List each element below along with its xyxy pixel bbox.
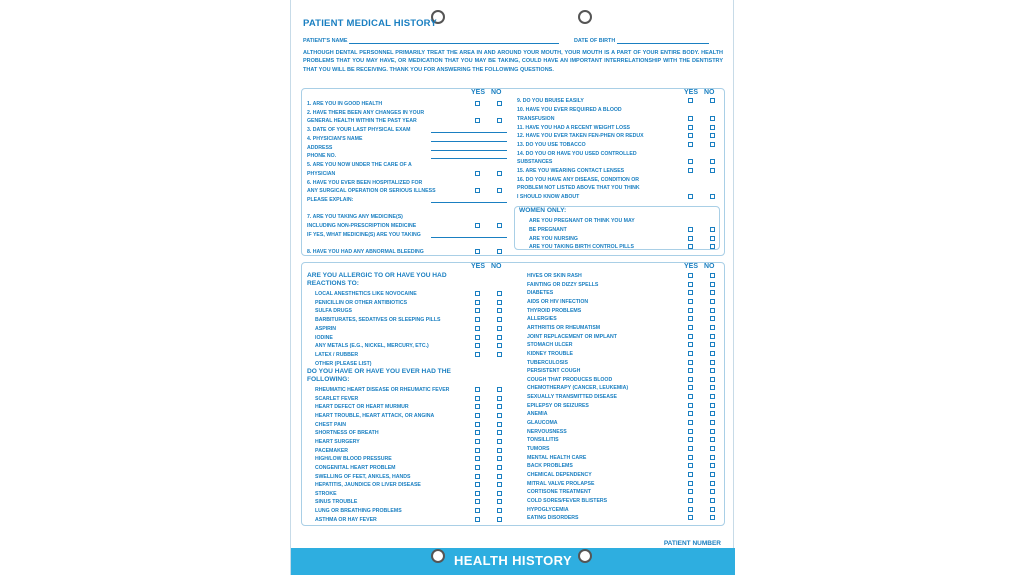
history-right-item: MENTAL HEALTH CARE xyxy=(527,454,587,461)
conditions-right-no-header: NO xyxy=(704,263,715,270)
history-right-3-no-checkbox[interactable] xyxy=(710,299,715,304)
history-right-21-yes-checkbox[interactable] xyxy=(688,455,693,460)
question-10: 6. HAVE YOU EVER BEEN HOSPITALIZED FOR xyxy=(307,180,423,186)
allergy-5-no-checkbox[interactable] xyxy=(497,335,502,340)
question-right-5-no-checkbox[interactable] xyxy=(710,142,715,147)
history-right-0-yes-checkbox[interactable] xyxy=(688,273,693,278)
patient-name-row xyxy=(303,38,559,44)
history-right-item: ANEMIA xyxy=(527,411,548,418)
dob-field[interactable] xyxy=(617,38,709,44)
conditions-left-yes-header: YES xyxy=(471,263,486,270)
history-right-9-yes-checkbox[interactable] xyxy=(688,351,693,356)
history-left-10-no-checkbox[interactable] xyxy=(497,474,502,479)
history-right-10-no-checkbox[interactable] xyxy=(710,360,715,365)
question-left-10-yes-checkbox[interactable] xyxy=(475,188,480,193)
history-left-item: PACEMAKER xyxy=(315,447,349,454)
history-right-item: ALLERGIES xyxy=(527,316,557,323)
question-19: PROBLEM NOT LISTED ABOVE THAT YOU THINK xyxy=(517,185,640,191)
women-item-2-no-checkbox[interactable] xyxy=(710,236,715,241)
question-left-8-yes-checkbox[interactable] xyxy=(475,171,480,176)
women-item-1-yes-checkbox[interactable] xyxy=(688,227,693,232)
history-right-26-no-checkbox[interactable] xyxy=(710,498,715,503)
women-item-2-yes-checkbox[interactable] xyxy=(688,236,693,241)
history-right-14-yes-checkbox[interactable] xyxy=(688,394,693,399)
question-right-11-yes-checkbox[interactable] xyxy=(688,194,693,199)
history-right-27-yes-checkbox[interactable] xyxy=(688,507,693,512)
allergy-heading: ARE YOU ALLERGIC TO OR HAVE YOU HAD REACTIONS TO: xyxy=(307,272,447,287)
question-left-2-no-checkbox[interactable] xyxy=(497,118,502,123)
allergy-4-yes-checkbox[interactable] xyxy=(475,326,480,331)
history-right-24-no-checkbox[interactable] xyxy=(710,481,715,486)
history-left-11-no-checkbox[interactable] xyxy=(497,482,502,487)
question-1: 1. ARE YOU IN GOOD HEALTH xyxy=(307,101,383,107)
question-right-2-no-checkbox[interactable] xyxy=(710,116,715,121)
history-left-1-no-checkbox[interactable] xyxy=(497,396,502,401)
question-right-7-no-checkbox[interactable] xyxy=(710,159,715,164)
question-left-15-yes-checkbox[interactable] xyxy=(475,249,480,254)
history-right-18-yes-checkbox[interactable] xyxy=(688,429,693,434)
patient-name-field[interactable] xyxy=(349,38,559,44)
history-right-1-no-checkbox[interactable] xyxy=(710,282,715,287)
history-right-20-yes-checkbox[interactable] xyxy=(688,446,693,451)
history-right-item: HIVES OR SKIN RASH xyxy=(527,273,582,279)
history-left-9-yes-checkbox[interactable] xyxy=(475,465,480,470)
history-right-item: TUMORS xyxy=(527,446,550,452)
history-right-6-yes-checkbox[interactable] xyxy=(688,325,693,330)
history-left-13-yes-checkbox[interactable] xyxy=(475,499,480,504)
intro-text: ALTHOUGH DENTAL PERSONNEL PRIMARILY TREAT THE AREA IN AND AROUND YOUR MOUTH, YOUR MOUTH IS A PART OF YOUR ENTIRE BODY. HEALTH PROBLEMS THAT YOU MAY HAVE, OR MEDICATION THAT YOU MAY BE TAKING, COULD HAVE AN IMPORTANT INTERRELATIONSHIP WITH THE DENTISTRY THAT YOU WILL BE RECEIVING. THANK YOU FOR ANSWERING THE FOLLOWING QUESTIONS. xyxy=(303,50,723,73)
question-5: 4. PHYSICIAN'S NAME xyxy=(307,136,363,142)
history-right-19-no-checkbox[interactable] xyxy=(710,437,715,442)
question-13: 12. HAVE YOU EVER TAKEN FEN-PHEN OR REDUX xyxy=(517,133,644,139)
allergy-1-yes-checkbox[interactable] xyxy=(475,300,480,305)
history-right-item: CHEMOTHERAPY (CANCER, LEUKEMIA) xyxy=(527,385,629,392)
history-right-16-yes-checkbox[interactable] xyxy=(688,411,693,416)
form-title: PATIENT MEDICAL HISTORY xyxy=(303,18,437,29)
history-right-item: DIABETES xyxy=(527,290,554,297)
history-right-19-yes-checkbox[interactable] xyxy=(688,437,693,442)
banner-title: HEALTH HISTORY xyxy=(453,553,573,568)
history-left-1-yes-checkbox[interactable] xyxy=(475,396,480,401)
history-right-12-no-checkbox[interactable] xyxy=(710,377,715,382)
question-left-14-line[interactable] xyxy=(431,232,507,238)
history-right-item: EATING DISORDERS xyxy=(527,515,579,522)
question-3: GENERAL HEALTH WITHIN THE PAST YEAR xyxy=(307,118,417,124)
allergy-1-no-checkbox[interactable] xyxy=(497,300,502,305)
women-only-title: WOMEN ONLY: xyxy=(519,207,567,214)
history-right-item: JOINT REPLACEMENT OR IMPLANT xyxy=(527,333,617,340)
history-right-item: SEXUALLY TRANSMITTED DISEASE xyxy=(527,394,617,401)
question-12: 11. HAVE YOU HAD A RECENT WEIGHT LOSS xyxy=(517,125,630,131)
history-right-item: EPILEPSY OR SEIZURES xyxy=(527,402,589,409)
punch-hole-bottom-right xyxy=(578,549,592,563)
history-right-27-no-checkbox[interactable] xyxy=(710,507,715,512)
history-left-10-yes-checkbox[interactable] xyxy=(475,474,480,479)
question-right-4-no-checkbox[interactable] xyxy=(710,133,715,138)
question-20: I SHOULD KNOW ABOUT xyxy=(517,194,580,200)
allergy-3-no-checkbox[interactable] xyxy=(497,317,502,322)
history-right-item: THYROID PROBLEMS xyxy=(527,307,582,314)
history-left-item: STROKE xyxy=(315,490,337,497)
question-left-0-no-checkbox[interactable] xyxy=(497,101,502,106)
allergy-0-no-checkbox[interactable] xyxy=(497,291,502,296)
history-left-item: LUNG OR BREATHING PROBLEMS xyxy=(315,508,402,515)
allergy-2-yes-checkbox[interactable] xyxy=(475,308,480,313)
history-left-3-no-checkbox[interactable] xyxy=(497,413,502,418)
history-right-item: COLD SORES/FEVER BLISTERS xyxy=(527,497,608,504)
question-left-6-line[interactable] xyxy=(431,153,507,159)
question-left-11-line[interactable] xyxy=(431,197,507,203)
history-right-item: CHEMICAL DEPENDENCY xyxy=(527,471,592,478)
history-left-item: SHORTNESS OF BREATH xyxy=(315,430,379,437)
history-left-4-yes-checkbox[interactable] xyxy=(475,422,480,427)
history-right-26-yes-checkbox[interactable] xyxy=(688,498,693,503)
history-left-3-yes-checkbox[interactable] xyxy=(475,413,480,418)
history-right-2-no-checkbox[interactable] xyxy=(710,290,715,295)
question-12: PLEASE EXPLAIN: xyxy=(307,197,354,203)
history-right-item: COUGH THAT PRODUCES BLOOD xyxy=(527,376,613,383)
punch-hole-bottom-left xyxy=(431,549,445,563)
history-right-15-no-checkbox[interactable] xyxy=(710,403,715,408)
history-right-9-no-checkbox[interactable] xyxy=(710,351,715,356)
questions-right-yes-header: YES xyxy=(684,89,699,96)
history-right-24-yes-checkbox[interactable] xyxy=(688,481,693,486)
history-left-11-yes-checkbox[interactable] xyxy=(475,482,480,487)
question-18: 16. DO YOU HAVE ANY DISEASE, CONDITION OR xyxy=(517,177,640,183)
dob-row xyxy=(574,38,709,44)
question-11: ANY SURGICAL OPERATION OR SERIOUS ILLNESS xyxy=(307,188,436,194)
question-left-13-no-checkbox[interactable] xyxy=(497,223,502,228)
allergy-0-yes-checkbox[interactable] xyxy=(475,291,480,296)
dob-label: DATE OF BIRTH xyxy=(574,38,616,44)
question-4: 3. DATE OF YOUR LAST PHYSICAL EXAM xyxy=(307,127,411,133)
history-left-item: SINUS TROUBLE xyxy=(315,499,358,506)
history-left-item: HEPATITIS, JAUNDICE OR LIVER DISEASE xyxy=(315,482,421,489)
question-2: 2. HAVE THERE BEEN ANY CHANGES IN YOUR xyxy=(307,110,425,116)
history-right-17-no-checkbox[interactable] xyxy=(710,420,715,425)
question-left-5-line[interactable] xyxy=(431,145,507,151)
history-left-7-no-checkbox[interactable] xyxy=(497,448,502,453)
history-left-item: RHEUMATIC HEART DISEASE OR RHEUMATIC FEVER xyxy=(315,387,450,393)
history-right-item: CORTISONE TREATMENT xyxy=(527,489,591,496)
question-10: 10. HAVE YOU EVER REQUIRED A BLOOD xyxy=(517,107,622,113)
question-13: 7. ARE YOU TAKING ANY MEDICINE(S) xyxy=(307,214,403,220)
conditions-right-yes-header: YES xyxy=(684,263,699,270)
form-sheet xyxy=(290,0,734,575)
patient-name-label: PATIENT'S NAME xyxy=(303,38,348,44)
history-right-10-yes-checkbox[interactable] xyxy=(688,360,693,365)
question-8: 5. ARE YOU NOW UNDER THE CARE OF A xyxy=(307,162,412,168)
women-item: BE PREGNANT xyxy=(529,227,567,233)
history-left-13-no-checkbox[interactable] xyxy=(497,499,502,504)
patient-number-label: PATIENT NUMBER xyxy=(663,540,721,547)
question-right-3-yes-checkbox[interactable] xyxy=(688,125,693,130)
history-left-5-yes-checkbox[interactable] xyxy=(475,430,480,435)
question-left-3-line[interactable] xyxy=(431,127,507,133)
allergy-6-no-checkbox[interactable] xyxy=(497,343,502,348)
allergy-item: LOCAL ANESTHETICS LIKE NOVOCAINE xyxy=(315,291,417,297)
history-left-item: CONGENITAL HEART PROBLEM xyxy=(315,464,396,471)
history-left-item: ASTHMA OR HAY FEVER xyxy=(315,516,377,523)
allergy-item: PENICILLIN OR OTHER ANTIBIOTICS xyxy=(315,299,408,306)
question-16: SUBSTANCES xyxy=(517,159,553,165)
punch-hole-top-right xyxy=(578,10,592,24)
history-right-22-no-checkbox[interactable] xyxy=(710,463,715,468)
question-17: 15. ARE YOU WEARING CONTACT LENSES xyxy=(517,168,625,174)
history-right-item: TUBERCULOSIS xyxy=(527,359,568,366)
history-right-item: FAINTING OR DIZZY SPELLS xyxy=(527,281,599,288)
allergy-2-no-checkbox[interactable] xyxy=(497,308,502,313)
question-11: TRANSFUSION xyxy=(517,116,555,122)
history-right-13-yes-checkbox[interactable] xyxy=(688,385,693,390)
history-left-0-no-checkbox[interactable] xyxy=(497,387,502,392)
question-9: 9. DO YOU BRUISE EASILY xyxy=(517,98,584,104)
question-15: 14. DO YOU OR HAVE YOU USED CONTROLLED xyxy=(517,151,637,157)
history-right-item: MITRAL VALVE PROLAPSE xyxy=(527,480,595,487)
question-16: 8. HAVE YOU HAD ANY ABNORMAL BLEEDING xyxy=(307,249,424,255)
history-left-item: SWELLING OF FEET, ANKLES, HANDS xyxy=(315,473,411,480)
history-right-item: PERSISTENT COUGH xyxy=(527,368,581,375)
history-right-5-no-checkbox[interactable] xyxy=(710,316,715,321)
question-right-11-no-checkbox[interactable] xyxy=(710,194,715,199)
allergy-item: ASPIRIN xyxy=(315,325,337,332)
history-right-4-no-checkbox[interactable] xyxy=(710,308,715,313)
history-right-21-no-checkbox[interactable] xyxy=(710,455,715,460)
history-left-7-yes-checkbox[interactable] xyxy=(475,448,480,453)
history-right-28-no-checkbox[interactable] xyxy=(710,515,715,520)
allergy-item: SULFA DRUGS xyxy=(315,308,352,315)
history-right-item: BACK PROBLEMS xyxy=(527,463,573,470)
history-right-item: KIDNEY TROUBLE xyxy=(527,350,574,357)
question-right-5-yes-checkbox[interactable] xyxy=(688,142,693,147)
history-left-item: HEART DEFECT OR HEART MURMUR xyxy=(315,404,409,411)
questions-left-no-header: NO xyxy=(491,89,502,96)
question-right-8-no-checkbox[interactable] xyxy=(710,168,715,173)
history-right-item: AIDS OR HIV INFECTION xyxy=(527,298,589,305)
history-right-11-yes-checkbox[interactable] xyxy=(688,368,693,373)
question-right-3-no-checkbox[interactable] xyxy=(710,125,715,130)
allergy-item: ANY METALS (E.G., NICKEL, MERCURY, ETC.) xyxy=(315,343,429,350)
history-left-15-no-checkbox[interactable] xyxy=(497,517,502,522)
history-right-8-yes-checkbox[interactable] xyxy=(688,342,693,347)
question-right-0-yes-checkbox[interactable] xyxy=(688,98,693,103)
question-left-8-no-checkbox[interactable] xyxy=(497,171,502,176)
history-right-item: ARTHRITIS OR RHEUMATISM xyxy=(527,324,601,331)
question-7: PHONE NO. xyxy=(307,153,337,159)
history-left-14-no-checkbox[interactable] xyxy=(497,508,502,513)
history-right-4-yes-checkbox[interactable] xyxy=(688,308,693,313)
history-right-7-no-checkbox[interactable] xyxy=(710,334,715,339)
allergy-item: BARBITURATES, SEDATIVES OR SLEEPING PILLS xyxy=(315,317,441,324)
history-left-12-yes-checkbox[interactable] xyxy=(475,491,480,496)
history-left-12-no-checkbox[interactable] xyxy=(497,491,502,496)
history-left-6-no-checkbox[interactable] xyxy=(497,439,502,444)
history-right-28-yes-checkbox[interactable] xyxy=(688,515,693,520)
allergy-4-no-checkbox[interactable] xyxy=(497,326,502,331)
allergy-item: IODINE xyxy=(315,334,333,341)
history-right-7-yes-checkbox[interactable] xyxy=(688,334,693,339)
history-right-0-no-checkbox[interactable] xyxy=(710,273,715,278)
history-right-23-yes-checkbox[interactable] xyxy=(688,472,693,477)
history-left-8-no-checkbox[interactable] xyxy=(497,456,502,461)
women-item: ARE YOU NURSING xyxy=(529,236,578,242)
question-9: PHYSICIAN xyxy=(307,171,336,177)
allergy-3-yes-checkbox[interactable] xyxy=(475,317,480,322)
history-right-25-yes-checkbox[interactable] xyxy=(688,489,693,494)
history-right-8-no-checkbox[interactable] xyxy=(710,342,715,347)
history-right-5-yes-checkbox[interactable] xyxy=(688,316,693,321)
history-right-23-no-checkbox[interactable] xyxy=(710,472,715,477)
history-right-1-yes-checkbox[interactable] xyxy=(688,282,693,287)
questions-right-no-header: NO xyxy=(704,89,715,96)
history-right-11-no-checkbox[interactable] xyxy=(710,368,715,373)
history-right-18-no-checkbox[interactable] xyxy=(710,429,715,434)
allergy-item: OTHER (PLEASE LIST) xyxy=(315,360,372,367)
history-right-item: HYPOGLYCEMIA xyxy=(527,506,569,513)
history-right-16-no-checkbox[interactable] xyxy=(710,411,715,416)
history-right-item: STOMACH ULCER xyxy=(527,342,573,349)
allergy-5-yes-checkbox[interactable] xyxy=(475,335,480,340)
history-left-8-yes-checkbox[interactable] xyxy=(475,456,480,461)
allergy-7-yes-checkbox[interactable] xyxy=(475,352,480,357)
history-left-0-yes-checkbox[interactable] xyxy=(475,387,480,392)
allergy-7-no-checkbox[interactable] xyxy=(497,352,502,357)
question-14: 13. DO YOU USE TOBACCO xyxy=(517,142,586,148)
question-left-0-yes-checkbox[interactable] xyxy=(475,101,480,106)
history-left-item: HIGH/LOW BLOOD PRESSURE xyxy=(315,456,392,463)
history-left-item: CHEST PAIN xyxy=(315,421,347,428)
question-right-7-yes-checkbox[interactable] xyxy=(688,159,693,164)
history-left-15-yes-checkbox[interactable] xyxy=(475,517,480,522)
history-right-22-yes-checkbox[interactable] xyxy=(688,463,693,468)
history-left-2-no-checkbox[interactable] xyxy=(497,404,502,409)
question-left-13-yes-checkbox[interactable] xyxy=(475,223,480,228)
history-right-20-no-checkbox[interactable] xyxy=(710,446,715,451)
history-heading: DO YOU HAVE OR HAVE YOU EVER HAD THE FOLLOWING: xyxy=(307,368,451,383)
history-right-15-yes-checkbox[interactable] xyxy=(688,403,693,408)
conditions-left-no-header: NO xyxy=(491,263,502,270)
question-right-8-yes-checkbox[interactable] xyxy=(688,168,693,173)
question-right-2-yes-checkbox[interactable] xyxy=(688,116,693,121)
history-left-item: HEART TROUBLE, HEART ATTACK, OR ANGINA xyxy=(315,412,435,419)
history-right-3-yes-checkbox[interactable] xyxy=(688,299,693,304)
women-item-1-no-checkbox[interactable] xyxy=(710,227,715,232)
women-item-3-no-checkbox[interactable] xyxy=(710,244,715,249)
history-left-4-no-checkbox[interactable] xyxy=(497,422,502,427)
history-left-6-yes-checkbox[interactable] xyxy=(475,439,480,444)
history-right-14-no-checkbox[interactable] xyxy=(710,394,715,399)
question-left-4-line[interactable] xyxy=(431,136,507,142)
question-15: IF YES, WHAT MEDICINE(S) ARE YOU TAKING xyxy=(307,232,421,238)
history-right-item: GLAUCOMA xyxy=(527,420,558,427)
women-item-3-yes-checkbox[interactable] xyxy=(688,244,693,249)
history-right-25-no-checkbox[interactable] xyxy=(710,489,715,494)
history-left-item: HEART SURGERY xyxy=(315,438,360,445)
history-left-5-no-checkbox[interactable] xyxy=(497,430,502,435)
women-item: ARE YOU TAKING BIRTH CONTROL PILLS xyxy=(529,244,634,250)
question-left-10-no-checkbox[interactable] xyxy=(497,188,502,193)
question-right-4-yes-checkbox[interactable] xyxy=(688,133,693,138)
allergy-item: LATEX / RUBBER xyxy=(315,351,359,358)
allergy-6-yes-checkbox[interactable] xyxy=(475,343,480,348)
history-left-2-yes-checkbox[interactable] xyxy=(475,404,480,409)
questions-left-yes-header: YES xyxy=(471,89,486,96)
history-right-item: NERVOUSNESS xyxy=(527,428,567,435)
history-right-2-yes-checkbox[interactable] xyxy=(688,290,693,295)
question-right-0-no-checkbox[interactable] xyxy=(710,98,715,103)
history-right-13-no-checkbox[interactable] xyxy=(710,385,715,390)
history-left-9-no-checkbox[interactable] xyxy=(497,465,502,470)
history-left-14-yes-checkbox[interactable] xyxy=(475,508,480,513)
women-item: ARE YOU PREGNANT OR THINK YOU MAY xyxy=(529,218,635,224)
history-right-item: TONSILLITIS xyxy=(527,437,559,444)
question-14: INCLUDING NON-PRESCRIPTION MEDICINE xyxy=(307,223,417,229)
history-right-6-no-checkbox[interactable] xyxy=(710,325,715,330)
history-left-item: SCARLET FEVER xyxy=(315,395,359,402)
history-right-12-yes-checkbox[interactable] xyxy=(688,377,693,382)
question-6: ADDRESS xyxy=(307,145,333,151)
question-left-15-no-checkbox[interactable] xyxy=(497,249,502,254)
question-left-2-yes-checkbox[interactable] xyxy=(475,118,480,123)
history-right-17-yes-checkbox[interactable] xyxy=(688,420,693,425)
